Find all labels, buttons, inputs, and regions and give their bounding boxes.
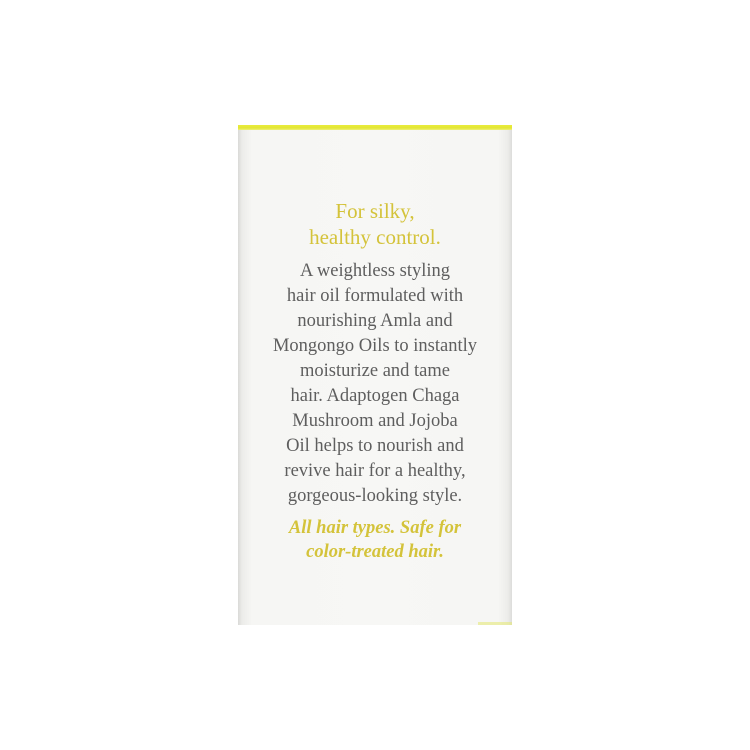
headline <box>238 198 512 250</box>
bottom-accent-strip <box>478 622 512 625</box>
description-line: A weightless styling <box>299 261 451 281</box>
tagline-line: color-treated hair. <box>306 542 444 562</box>
headline-line: For silky, <box>335 199 415 223</box>
description-line: hair. Adaptogen Chaga <box>290 386 460 406</box>
tagline-line: All hair types. Safe for <box>288 518 462 538</box>
description-line: nourishing Amla and <box>297 311 453 331</box>
description-line: moisturize and tame <box>299 361 450 381</box>
product-description <box>238 259 512 509</box>
product-package-panel <box>238 125 512 625</box>
headline-line: healthy control. <box>309 225 441 249</box>
description-line: revive hair for a healthy, <box>284 461 466 481</box>
hair-type-tagline <box>238 516 512 564</box>
top-yellow-band <box>238 125 512 130</box>
description-line: gorgeous-looking style. <box>287 486 463 506</box>
description-line: Mongongo Oils to instantly <box>272 336 478 356</box>
description-line: hair oil formulated with <box>286 286 464 306</box>
description-line: Mushroom and Jojoba <box>292 411 458 431</box>
description-line: Oil helps to nourish and <box>286 436 464 456</box>
